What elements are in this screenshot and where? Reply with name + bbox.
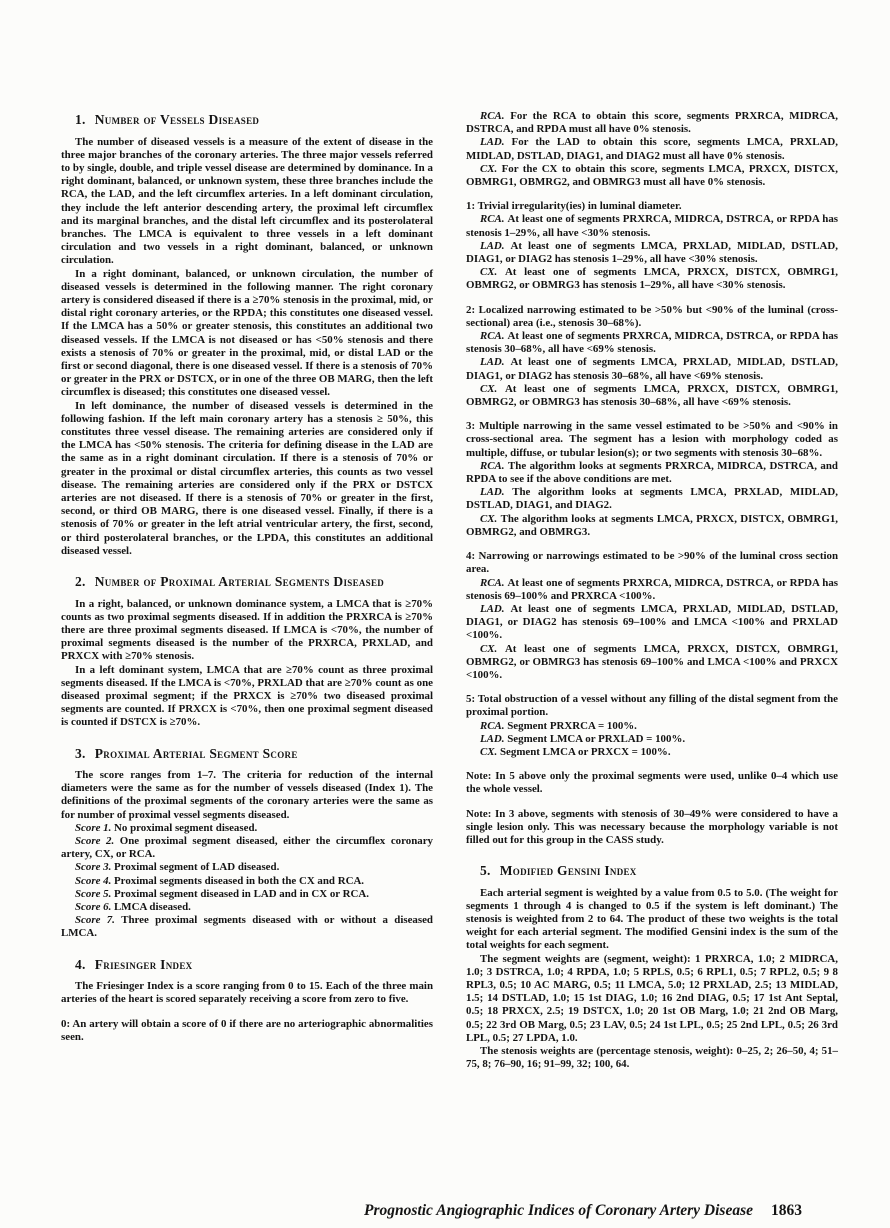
section-title: Modified Gensini Index bbox=[499, 863, 637, 879]
list-item: RCA. At least one of segments PRXRCA, MIDRCA, DSTRCA, or RPDA has stenosis 30–68%, all have <69% stenosis. bbox=[466, 330, 838, 356]
list-item: LAD. Segment LMCA or PRXLAD = 100%. bbox=[480, 732, 686, 745]
section-number: 5. bbox=[480, 863, 491, 879]
note-paragraph: 1: Trivial irregularity(ies) in luminal diameter. bbox=[466, 200, 682, 213]
list-item: LAD. The algorithm looks at segments LMCA, PRXLAD, MIDLAD, DSTLAD, DIAG1, and DIAG2. bbox=[466, 486, 838, 512]
section-number: 1. bbox=[75, 112, 86, 127]
item-lead: Score 3. bbox=[75, 861, 115, 874]
paragraph: The stenosis weights are (percentage stenosis, weight): 0–25, 2; 26–50, 4; 51–75, 8; 76–90, 16; 91–99, 32; 100, 64. bbox=[466, 1045, 838, 1071]
paragraph: The segment weights are (segment, weight): 1 PRXRCA, 1.0; 2 MIDRCA, 1.0; 3 DSTRCA, 1.0; 4 RPDA, 1.0; 5 RPLS, 0.5; 6 RPL1, 0.5; 7 RPL2, 0.5; 9 8 RPL3, 0.5; 10 AC MARG, 0.5; 11 LMCA, 5.0; 12 PRXLAD, 2.5; 13 MIDLAD, 1.5; 14 DSTLAD, 1.0; 15 1st DIAG, 1.0; 16 2nd DIAG, 0.5; 17 1st Ant Septal, 0.5; 18 PRXCX, 2.5; 19 DSTCX, 1.0; 20 1st OB Marg, 1.0; 21 2nd OB Marg, 0.5; 22 3rd OB Marg, 0.5; 23 LAV, 0.5; 24 1st LPL, 0.5; 25 2nd LPL, 0.5; 26 3rd LPL, 0.5; 27 LPDA, 1.0. bbox=[466, 952, 838, 1044]
section-title: Number of Vessels Diseased bbox=[94, 112, 260, 127]
note-paragraph: 4: Narrowing or narrowings estimated to be >90% of the luminal cross section area. bbox=[466, 550, 838, 576]
section-number: 4. bbox=[75, 956, 86, 972]
list-item: RCA. At least one of segments PRXRCA, MIDRCA, DSTRCA, or RPDA has stenosis 69–100% and PRXRCA <100%. bbox=[466, 576, 838, 602]
section-heading bbox=[61, 746, 433, 762]
section-heading bbox=[61, 574, 433, 590]
item-lead: LAD. bbox=[480, 732, 508, 745]
list-item: LAD. At least one of segments LMCA, PRXLAD, MIDLAD, DSTLAD, DIAG1, or DIAG2 has stenosis 1–29%, all have <30% stenosis. bbox=[466, 239, 838, 266]
list-item: CX. Segment LMCA or PRXCX = 100%. bbox=[480, 745, 671, 758]
page-number: 1863 bbox=[771, 1202, 802, 1219]
paragraph: In a left dominant system, LMCA that are ≥70% count as three proximal segments diseased. If the LMCA is <70%, PRXLAD that are ≥70% count as one diseased proximal segment; if the PRXCX is ≥70% two diseased proximal segments are counted. If PRXCX is <70%, then one proximal segment diseased is counted if DSTCX is ≥70%. bbox=[61, 663, 433, 729]
paragraph: The Friesinger Index is a score ranging from 0 to 15. Each of the three main arteries of the heart is scored separately receiving a score from zero to five. bbox=[61, 980, 433, 1006]
item-lead: CX. bbox=[480, 162, 502, 175]
left-column bbox=[61, 110, 433, 1072]
paragraph: The score ranges from 1–7. The criteria for reduction of the internal diameters were the same as for the number of vessels diseased (Index 1). The definitions of the proximal segments of the coronary arteries were the same as for number of proximal vessel segments diseased. bbox=[61, 769, 433, 821]
item-lead: CX. bbox=[480, 512, 501, 525]
item-lead: CX. bbox=[480, 745, 500, 758]
item-lead: CX. bbox=[480, 642, 505, 655]
page-footer bbox=[364, 1202, 802, 1220]
paragraph: In left dominance, the number of diseased vessels is determined in the following fashion. If the left main coronary artery has a stenosis ≥ 50%, this constitutes three vessel disease. The remaining arteries are considered only if the LMCA has <50% stenosis. The criteria for defining disease in the LAD are the same as in a right dominant circulation. If there is a stenosis of 70% or greater in the proximal or distal circumflex arteries, this counts as two vessel disease. The remaining arteries are considered only if the PRX or DSTCX arteries are not diseased. If there is a stenosis of 70% or greater in the first, second, or third OB MARG, there is one diseased vessel. Finally, if there is a stenosis of 70% or greater in the left atrial ventricular artery, the first, second, or third posterolateral branches, or the LPDA, this constitutes an additional diseased vessel. bbox=[61, 399, 433, 557]
list-item: RCA. At least one of segments PRXRCA, MIDRCA, DSTRCA, or RPDA has stenosis 1–29%, all have <30% stenosis. bbox=[466, 213, 838, 239]
item-lead: Score 1. bbox=[75, 821, 115, 834]
note-paragraph: 2: Localized narrowing estimated to be >50% but <90% of the luminal (cross-sectional) area (i.e., stenosis 30–68%). bbox=[466, 303, 838, 329]
list-item: RCA. The algorithm looks at segments PRXRCA, MIDRCA, DSTRCA, and RPDA to see if the above conditions are met. bbox=[466, 459, 838, 486]
item-lead: LAD. bbox=[480, 486, 513, 499]
paragraph: Each arterial segment is weighted by a value from 0.5 to 5.0. (The weight for segments 1 through 4 is changed to 0.5 if the system is left dominant.) The stenosis is weighted from 2 to 64. The product of these two weights is the total weight for each arterial segment. The modified Gensini index is the sum of the total weights for each segment. bbox=[466, 886, 838, 952]
list-item: CX. The algorithm looks at segments LMCA, PRXCX, DISTCX, OBMRG1, OBMRG2, and OBMRG3. bbox=[466, 512, 838, 538]
list-item: LAD. For the LAD to obtain this score, segments LMCA, PRXLAD, MIDLAD, DSTLAD, DIAG1, and DIAG2 must all have 0% stenosis. bbox=[466, 136, 838, 162]
item-lead: Score 2. bbox=[75, 835, 120, 848]
list-item: CX. For the CX to obtain this score, segments LMCA, PRXCX, DISTCX, OBMRG1, OBMRG2, and OBMRG3 must all have 0% stenosis. bbox=[466, 162, 838, 189]
list-item: Score 6. LMCA diseased. bbox=[75, 901, 191, 914]
item-lead: LAD. bbox=[480, 602, 511, 615]
section-number: 3. bbox=[75, 745, 86, 761]
running-title: Prognostic Angiographic Indices of Coronary Artery Disease bbox=[364, 1202, 753, 1219]
item-lead: RCA. bbox=[480, 719, 508, 732]
section-title: Proximal Arterial Segment Score bbox=[94, 745, 298, 761]
item-lead: Score 5. bbox=[75, 887, 115, 900]
paragraph: In a right dominant, balanced, or unknown circulation, the number of diseased vessels is determined in the following manner. The right coronary artery is considered diseased if there is a ≥70% stenosis in the proximal, mid, or distal right coronary arteries, or the RPDA; this constitutes one diseased vessel. If the LMCA has a 50% or greater stenosis, this constitutes an additional two diseased vessels. If the LMCA is not diseased or has <50% stenosis and there exists a stenosis of 70% or greater in the proximal, mid, or distal LAD or the first or second diagonal, there is one diseased vessel. If there is a stenosis of 70% or greater in the PRX or DSTCX, or in one of the three OB MARG, then the left circumflex is diseased; this constitutes one diseased vessel. bbox=[61, 267, 433, 399]
note-paragraph: 3: Multiple narrowing in the same vessel estimated to be >50% and <90% in cross-sectional area. The segment has a lesion with morphology coded as multiple, diffuse, or tubular lesion(s); or two segments with stenosis 30–68%. bbox=[466, 420, 838, 459]
item-lead: RCA. bbox=[480, 576, 508, 589]
item-lead: Score 7. bbox=[75, 914, 122, 927]
section-heading bbox=[61, 957, 433, 973]
item-lead: LAD. bbox=[480, 239, 511, 252]
section-number: 2. bbox=[75, 574, 86, 589]
list-item: Score 4. Proximal segments diseased in both the CX and RCA. bbox=[75, 874, 365, 887]
item-lead: CX. bbox=[480, 266, 505, 279]
item-lead: LAD. bbox=[480, 136, 512, 149]
item-lead: CX. bbox=[480, 382, 505, 395]
list-item: CX. At least one of segments LMCA, PRXCX, DISTCX, OBMRG1, OBMRG2, or OBMRG3 has stenosis 1–29%, all have <30% stenosis. bbox=[466, 266, 838, 292]
note-paragraph: Note: In 5 above only the proximal segments were used, unlike 0–4 which use the whole vessel. bbox=[466, 770, 838, 796]
note-paragraph: Note: In 3 above, segments with stenosis of 30–49% were considered to have a single lesion only. This was necessary because the morphology variable is not filled out for this group in the CASS study. bbox=[466, 807, 838, 846]
list-item: Score 1. No proximal segment diseased. bbox=[75, 821, 258, 834]
right-column bbox=[466, 110, 838, 1072]
list-item: LAD. At least one of segments LMCA, PRXLAD, MIDLAD, DSTLAD, DIAG1, or DIAG2 has stenosis 30–68%, all have <69% stenosis. bbox=[466, 356, 838, 382]
list-item: Score 3. Proximal segment of LAD diseased. bbox=[75, 861, 280, 874]
section-title: Friesinger Index bbox=[94, 956, 193, 972]
list-item: Score 5. Proximal segment diseased in LAD and in CX or RCA. bbox=[75, 887, 369, 900]
list-item: LAD. At least one of segments LMCA, PRXLAD, MIDLAD, DSTLAD, DIAG1, or DIAG2 has stenosis 69–100% and LMCA <100% and PRXLAD <100%. bbox=[466, 602, 838, 642]
list-item: Score 2. One proximal segment diseased, either the circumflex coronary artery, CX, or RCA. bbox=[61, 835, 433, 861]
item-lead: RCA. bbox=[480, 459, 508, 472]
note-paragraph: 0: An artery will obtain a score of 0 if there are no arteriographic abnormalities seen. bbox=[61, 1017, 433, 1043]
section-heading bbox=[466, 863, 838, 879]
list-item: RCA. Segment PRXRCA = 100%. bbox=[480, 719, 637, 732]
note-paragraph: 5: Total obstruction of a vessel without any filling of the distal segment from the proximal portion. bbox=[466, 693, 838, 719]
list-item: CX. At least one of segments LMCA, PRXCX, DISTCX, OBMRG1, OBMRG2, or OBMRG3 has stenosis 30–68%, all have <69% stenosis. bbox=[466, 382, 838, 409]
section-title: Number of Proximal Arterial Segments Diseased bbox=[94, 574, 385, 589]
list-item: RCA. For the RCA to obtain this score, segments PRXRCA, MIDRCA, DSTRCA, and RPDA must all have 0% stenosis. bbox=[466, 110, 838, 136]
list-item: CX. At least one of segments LMCA, PRXCX, DISTCX, OBMRG1, OBMRG2, or OBMRG3 has stenosis 69–100% and LMCA <100% and PRXCX <100%. bbox=[466, 642, 838, 681]
item-lead: RCA. bbox=[480, 110, 511, 122]
list-item: Score 7. Three proximal segments diseased with or without a diseased LMCA. bbox=[61, 914, 433, 940]
item-lead: LAD. bbox=[480, 356, 511, 369]
paragraph: The number of diseased vessels is a measure of the extent of disease in the three major branches of the coronary arteries. The three major vessels referred to by single, double, and triple vessel disease are determined by dominance. In a right dominant, balanced, or unknown system, these three branches include the RCA, the LAD, and the left circumflex arteries. In a left dominant circulation, they include the left anterior descending artery, the proximal left circumflex and its marginal branches, and the distal left circumflex and its posterolateral branches. The LMCA is equivalent to three vessels in a left dominant circulation and two vessels in a right dominant, balanced, or unknown circulation. bbox=[61, 135, 433, 267]
item-lead: RCA. bbox=[480, 330, 508, 343]
item-lead: Score 6. bbox=[75, 901, 115, 914]
paragraph: In a right, balanced, or unknown dominance system, a LMCA that is ≥70% counts as two proximal segments diseased. If in addition the PRXRCA is ≥70% there are three proximal segments diseased. If LMCA is <70%, the number of proximal segments diseased is the number of the PRXRCA, PRXLAD, and PRXCX with ≥70% stenosis. bbox=[61, 597, 433, 663]
item-lead: Score 4. bbox=[75, 874, 115, 887]
item-lead: RCA. bbox=[480, 213, 508, 226]
page-content bbox=[61, 110, 838, 1072]
section-heading bbox=[61, 112, 433, 128]
